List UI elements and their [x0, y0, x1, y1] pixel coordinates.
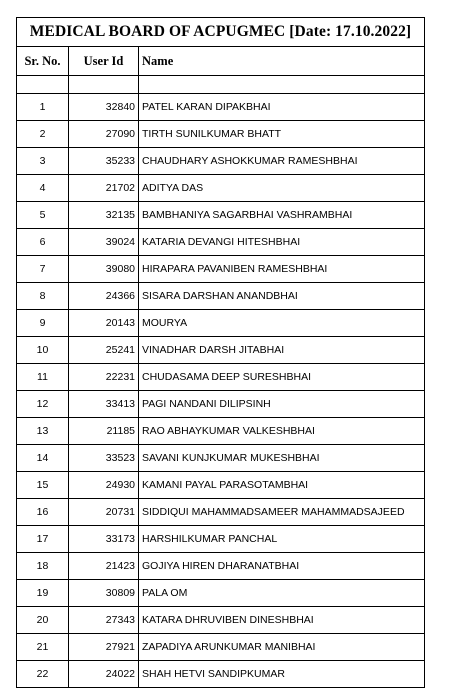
name-cell: BAMBHANIYA SAGARBHAI VASHRAMBHAI	[139, 202, 425, 229]
user-id-cell: 27343	[69, 607, 139, 634]
title-row	[17, 18, 425, 47]
column-header-sr-no: Sr. No.	[17, 47, 69, 76]
sr-no-cell: 1	[17, 94, 69, 121]
user-id-cell: 33173	[69, 526, 139, 553]
sr-no-cell: 7	[17, 256, 69, 283]
blank-row	[17, 76, 425, 94]
user-id-cell: 24930	[69, 472, 139, 499]
user-id-cell: 21185	[69, 418, 139, 445]
table-row	[17, 391, 425, 418]
sr-no-cell: 10	[17, 337, 69, 364]
name-cell: SHAH HETVI SANDIPKUMAR	[139, 661, 425, 688]
name-cell: SIDDIQUI MAHAMMADSAMEER MAHAMMADSAJEED	[139, 499, 425, 526]
name-cell: PAGI NANDANI DILIPSINH	[139, 391, 425, 418]
table-row	[17, 121, 425, 148]
name-cell: GOJIYA HIREN DHARANATBHAI	[139, 553, 425, 580]
column-header-user-id: User Id	[69, 47, 139, 76]
user-id-cell: 27090	[69, 121, 139, 148]
user-id-cell: 20143	[69, 310, 139, 337]
name-cell: MOURYA	[139, 310, 425, 337]
name-cell: ZAPADIYA ARUNKUMAR MANIBHAI	[139, 634, 425, 661]
table-row	[17, 256, 425, 283]
name-cell: HARSHILKUMAR PANCHAL	[139, 526, 425, 553]
table-row	[17, 202, 425, 229]
name-cell: KATARA DHRUVIBEN DINESHBHAI	[139, 607, 425, 634]
user-id-cell: 33413	[69, 391, 139, 418]
user-id-cell: 32135	[69, 202, 139, 229]
user-id-cell: 32840	[69, 94, 139, 121]
table-row	[17, 229, 425, 256]
user-id-cell: 27921	[69, 634, 139, 661]
table-row	[17, 472, 425, 499]
table-row	[17, 607, 425, 634]
name-cell: RAO ABHAYKUMAR VALKESHBHAI	[139, 418, 425, 445]
user-id-cell: 33523	[69, 445, 139, 472]
user-id-cell: 21702	[69, 175, 139, 202]
name-cell: PALA OM	[139, 580, 425, 607]
table-title: MEDICAL BOARD OF ACPUGMEC [Date: 17.10.2022]	[17, 18, 425, 47]
sr-no-cell: 14	[17, 445, 69, 472]
name-cell: KATARIA DEVANGI HITESHBHAI	[139, 229, 425, 256]
user-id-cell: 39024	[69, 229, 139, 256]
sr-no-cell: 19	[17, 580, 69, 607]
sr-no-cell: 8	[17, 283, 69, 310]
table-row	[17, 175, 425, 202]
user-id-cell: 22231	[69, 364, 139, 391]
table-row	[17, 310, 425, 337]
table-row	[17, 148, 425, 175]
name-cell: CHAUDHARY ASHOKKUMAR RAMESHBHAI	[139, 148, 425, 175]
table-row	[17, 661, 425, 688]
sr-no-cell: 20	[17, 607, 69, 634]
table-row	[17, 580, 425, 607]
user-id-cell: 25241	[69, 337, 139, 364]
name-cell: CHUDASAMA DEEP SURESHBHAI	[139, 364, 425, 391]
table-row	[17, 364, 425, 391]
name-cell: VINADHAR DARSH JITABHAI	[139, 337, 425, 364]
blank-cell	[69, 76, 139, 94]
user-id-cell: 24366	[69, 283, 139, 310]
name-cell: ADITYA DAS	[139, 175, 425, 202]
name-cell: HIRAPARA PAVANIBEN RAMESHBHAI	[139, 256, 425, 283]
table-row	[17, 553, 425, 580]
user-id-cell: 30809	[69, 580, 139, 607]
sr-no-cell: 16	[17, 499, 69, 526]
user-id-cell: 20731	[69, 499, 139, 526]
table-row	[17, 499, 425, 526]
sr-no-cell: 3	[17, 148, 69, 175]
name-cell: TIRTH SUNILKUMAR BHATT	[139, 121, 425, 148]
sr-no-cell: 5	[17, 202, 69, 229]
blank-cell	[17, 76, 69, 94]
name-cell: SISARA DARSHAN ANANDBHAI	[139, 283, 425, 310]
sr-no-cell: 17	[17, 526, 69, 553]
table-row	[17, 445, 425, 472]
table-row	[17, 94, 425, 121]
sr-no-cell: 22	[17, 661, 69, 688]
column-header-name: Name	[139, 47, 425, 76]
name-cell: KAMANI PAYAL PARASOTAMBHAI	[139, 472, 425, 499]
user-id-cell: 24022	[69, 661, 139, 688]
blank-cell	[139, 76, 425, 94]
user-id-cell: 21423	[69, 553, 139, 580]
medical-board-table	[16, 17, 425, 688]
table-row	[17, 634, 425, 661]
sr-no-cell: 18	[17, 553, 69, 580]
user-id-cell: 39080	[69, 256, 139, 283]
sr-no-cell: 15	[17, 472, 69, 499]
sr-no-cell: 21	[17, 634, 69, 661]
sr-no-cell: 6	[17, 229, 69, 256]
sr-no-cell: 4	[17, 175, 69, 202]
sr-no-cell: 2	[17, 121, 69, 148]
name-cell: PATEL KARAN DIPAKBHAI	[139, 94, 425, 121]
name-cell: SAVANI KUNJKUMAR MUKESHBHAI	[139, 445, 425, 472]
sr-no-cell: 13	[17, 418, 69, 445]
sr-no-cell: 9	[17, 310, 69, 337]
user-id-cell: 35233	[69, 148, 139, 175]
table-row	[17, 418, 425, 445]
table-row	[17, 337, 425, 364]
sr-no-cell: 11	[17, 364, 69, 391]
table-row	[17, 526, 425, 553]
table-row	[17, 283, 425, 310]
sr-no-cell: 12	[17, 391, 69, 418]
header-row	[17, 47, 425, 76]
